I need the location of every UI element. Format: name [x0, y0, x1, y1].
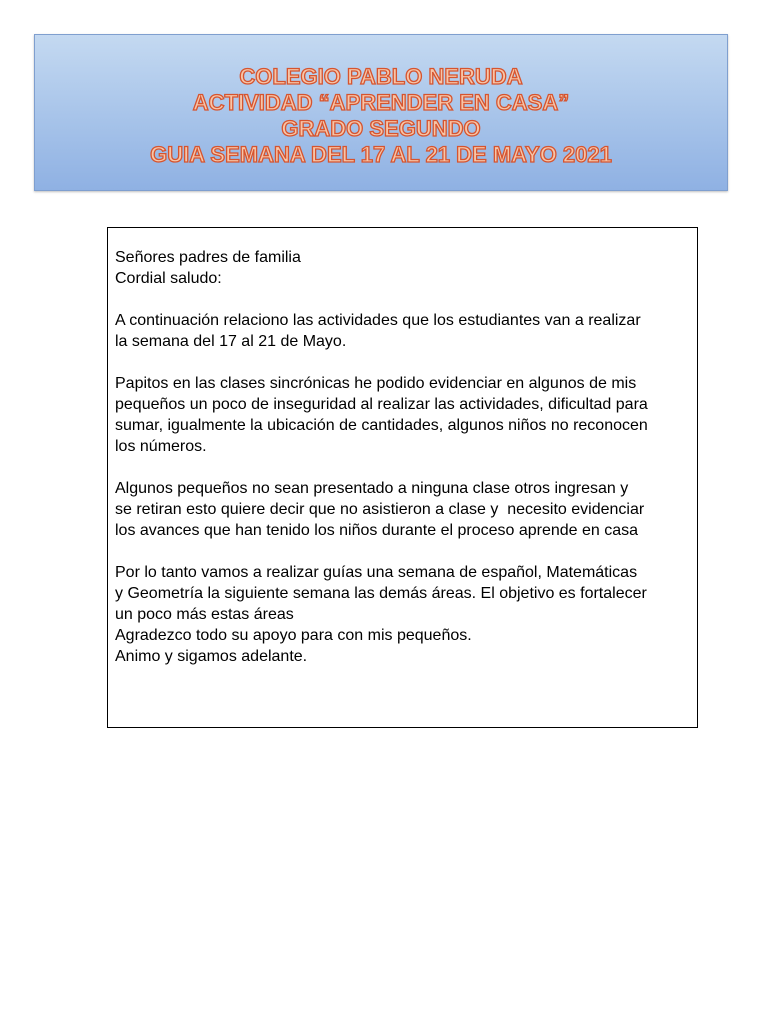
header-title — [35, 64, 727, 168]
school-name: COLEGIO PABLO NERUDA — [239, 64, 523, 89]
paragraph-4 — [115, 562, 692, 667]
paragraph-3 — [115, 478, 692, 541]
text-line: y Geometría la siguiente semana las demás áreas. El objetivo es fortalecer — [115, 585, 647, 602]
text-line: Algunos pequeños no sean presentado a ninguna clase otros ingresan y — [115, 480, 629, 497]
paragraph-1 — [115, 310, 692, 352]
greeting — [115, 247, 692, 289]
week-title: GUIA SEMANA DEL 17 AL 21 DE MAYO 2021 — [150, 142, 612, 167]
greeting-line: Cordial saludo: — [115, 270, 222, 287]
text-line: Animo y sigamos adelante. — [115, 648, 308, 665]
text-line: un poco más estas áreas — [115, 606, 294, 623]
grade-title: GRADO SEGUNDO — [281, 116, 481, 141]
text-line: sumar, igualmente la ubicación de cantidades, algunos niños no reconocen — [115, 417, 648, 434]
text-line: la semana del 17 al 21 de Mayo. — [115, 333, 347, 350]
text-line: los avances que han tenido los niños durante el proceso aprende en casa — [115, 522, 639, 539]
text-line: Agradezco todo su apoyo para con mis pequeños. — [115, 627, 472, 644]
greeting-line: Señores padres de familia — [115, 249, 301, 266]
text-line: Por lo tanto vamos a realizar guías una semana de español, Matemáticas — [115, 564, 638, 581]
text-line: pequeños un poco de inseguridad al realizar las actividades, dificultad para — [115, 396, 648, 413]
letter-box — [107, 227, 698, 728]
activity-title: ACTIVIDAD “APRENDER EN CASA” — [192, 90, 570, 115]
text-line: se retiran esto quiere decir que no asistieron a clase y necesito evidenciar — [115, 501, 645, 518]
letter-body — [115, 247, 692, 667]
text-line: los números. — [115, 438, 207, 455]
header-banner — [34, 34, 728, 191]
text-line: Papitos en las clases sincrónicas he podido evidenciar en algunos de mis — [115, 375, 637, 392]
text-line: A continuación relaciono las actividades que los estudiantes van a realizar — [115, 312, 641, 329]
paragraph-2 — [115, 373, 692, 457]
